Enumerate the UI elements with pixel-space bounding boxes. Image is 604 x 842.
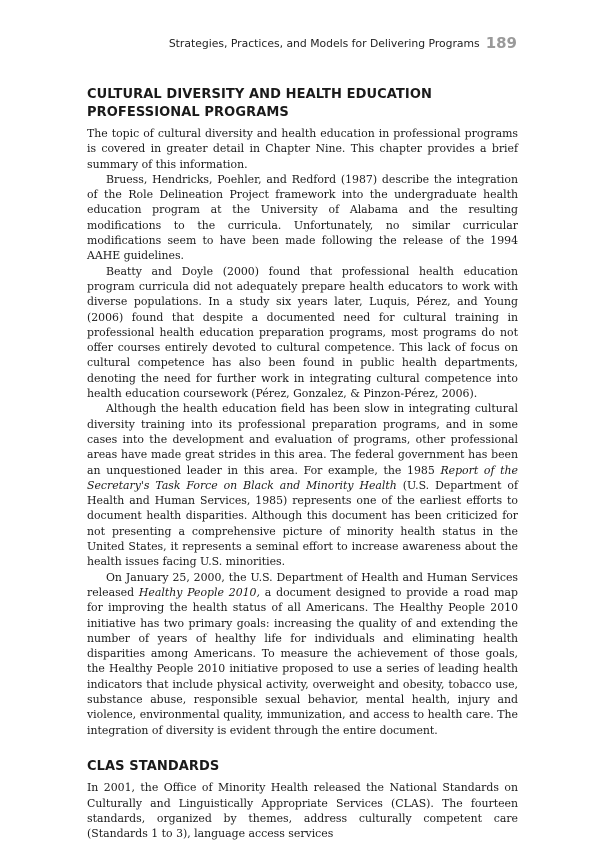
- paragraph: [87, 401, 518, 569]
- section-heading-cultural-diversity: [87, 86, 518, 121]
- running-title: Strategies, Practices, and Models for Delivering Programs: [168, 37, 480, 50]
- report-title-italic: Report of the Secretary's Task Force on Black and Minority Health: [87, 463, 518, 492]
- section-heading-clas-standards: CLAS STANDARDS: [87, 758, 220, 774]
- body-text: [87, 86, 518, 842]
- text-run: Although the health education field has been slow in integrating cultural diversity training into its professional preparation programs, and in some cases into the development and evaluation of programs, other professional areas have made great strides in this area. The federal government has been an unquestioned leader in this area. For example, the 1985: [87, 402, 518, 477]
- heading-line: CULTURAL DIVERSITY AND HEALTH EDUCATION: [87, 87, 432, 102]
- paragraph: [87, 570, 518, 738]
- text-run: (U.S. Department of Health and Human Services, 1985) represents one of the earliest efforts to document health disparities. Although this document has been criticized for not presenting a comprehensive picture of minority health status in the United States, it represents a seminal effort to increase awareness about the health issues facing U.S. minorities.: [87, 478, 518, 569]
- paragraph: Beatty and Doyle (2000) found that professional health education program curricula did not adequately prepare health educators to work with diverse populations. In a study six years later, Luquis, Pérez, and Young (2006) found that despite a documented need for cultural training in professional health education preparation programs, most programs do not offer courses entirely devoted to cultural competence. This lack of focus on cultural competence has also been found in public health departments, denoting the need for further work in integrating cultural competence into health education coursework (Pérez, Gonzalez, & Pinzon-Pérez, 2006).: [87, 264, 518, 401]
- text-run: On January 25, 2000, the U.S. Department of Health and Human Services released: [87, 570, 518, 599]
- page-number: 189: [485, 34, 517, 52]
- running-head: [169, 34, 517, 52]
- paragraph: Bruess, Hendricks, Poehler, and Redford (1987) describe the integration of the Role Delineation Project framework into the undergraduate health education program at the University of Alabama and the resulting modifications to the curricula. Unfortunately, no similar curricular modifications seem to have been made following the release of the 1994 AAHE guidelines.: [87, 172, 518, 263]
- paragraph: In 2001, the Office of Minority Health released the National Standards on Culturally and Linguistically Appropriate Services (CLAS). The fourteen standards, organized by themes, address culturally competent care (Standards 1 to 3), language access services: [87, 781, 518, 841]
- heading-line: PROFESSIONAL PROGRAMS: [87, 104, 289, 120]
- healthy-people-title-italic: Healthy People 2010,: [138, 585, 260, 599]
- text-run: a document designed to provide a road map for improving the health status of all Americans. The Healthy People 2010 initiative has two primary goals: increasing the quality of and extending the number of years of healthy life for individuals and eliminating health disparities among Americans. To measure the achievement of those goals, the Healthy People 2010 initiative proposed to use a series of leading health indicators that include physical activity, overweight and obesity, tobacco use, substance abuse, responsible sexual behavior, mental health, injury and violence, environmental quality, immunization, and access to health care. The integration of diversity is evident through the entire document.: [87, 585, 518, 737]
- paragraph: The topic of cultural diversity and health education in professional programs is covered in greater detail in Chapter Nine. This chapter provides a brief summary of this information.: [87, 127, 518, 171]
